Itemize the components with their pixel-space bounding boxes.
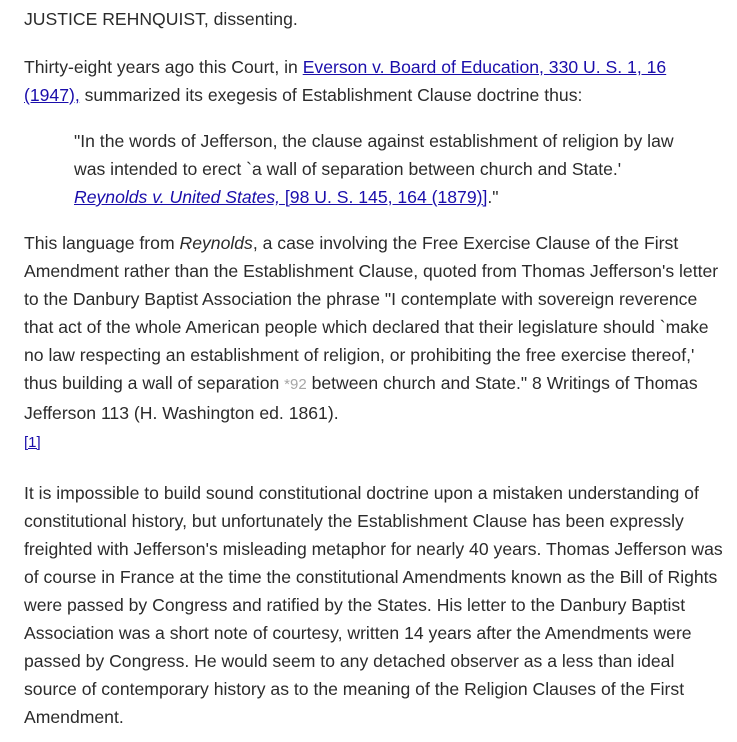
paragraph-intro: [24, 53, 724, 109]
para2-body: , a case involving the Free Exercise Clause of the First Amendment rather than the Establishment Clause, quoted from Thomas Jefferson's letter to the Danbury Baptist Association the phrase "I contemplate with sovereign reverence that act of the whole American people which declared that their legislature should `make no law respecting an establishment of religion, or prohibiting the free exercise thereof,' thus building a wall of separation: [24, 233, 719, 393]
para2-before: This language from: [24, 233, 180, 253]
quote-text: "In the words of Jefferson, the clause against establishment of religion by law was intended to erect `a wall of separation between church and State.': [74, 131, 674, 179]
paragraph-history: It is impossible to build sound constitutional doctrine upon a mistaken understanding of constitutional history, but unfortunately the Establishment Clause has been expressly freighted with Jefferson's misleading metaphor for nearly 40 years. Thomas Jefferson was of course in France at the time the constitutional Amendments known as the Bill of Rights were passed by Congress and ratified by the States. His letter to the Danbury Baptist Association was a short note of courtesy, written 14 years after the Amendments were passed by Congress. He would seem to any detached observer as a less than ideal source of contemporary history as to the meaning of the Religion Clauses of the First Amendment.: [24, 483, 723, 727]
everson-citation-link[interactable]: Everson v. Board of Education, 330 U. S. 1, 16 (1947),: [24, 57, 667, 105]
paragraph-reynolds: [24, 229, 724, 457]
intro-text-before: Thirty-eight years ago this Court, in: [24, 57, 303, 77]
reynolds-case-name: Reynolds v. United States,: [74, 187, 281, 207]
reynolds-citation: [98 U. S. 145, 164 (1879)]: [284, 187, 488, 207]
quote-end: .": [487, 187, 499, 207]
footnote-1-link[interactable]: [1]: [24, 434, 41, 451]
reynolds-case-link[interactable]: [74, 187, 487, 207]
intro-text-after: summarized its exegesis of Establishment Clause doctrine thus:: [79, 85, 583, 105]
para2-case-name: Reynolds: [179, 233, 253, 253]
opinion-heading: JUSTICE REHNQUIST, dissenting.: [24, 9, 298, 29]
star-page-marker: *92: [284, 376, 307, 393]
block-quote: [74, 127, 694, 211]
para2-after: between church and State." 8 Writings of Thomas Jefferson 113 (H. Washington ed. 1861).: [24, 373, 698, 423]
